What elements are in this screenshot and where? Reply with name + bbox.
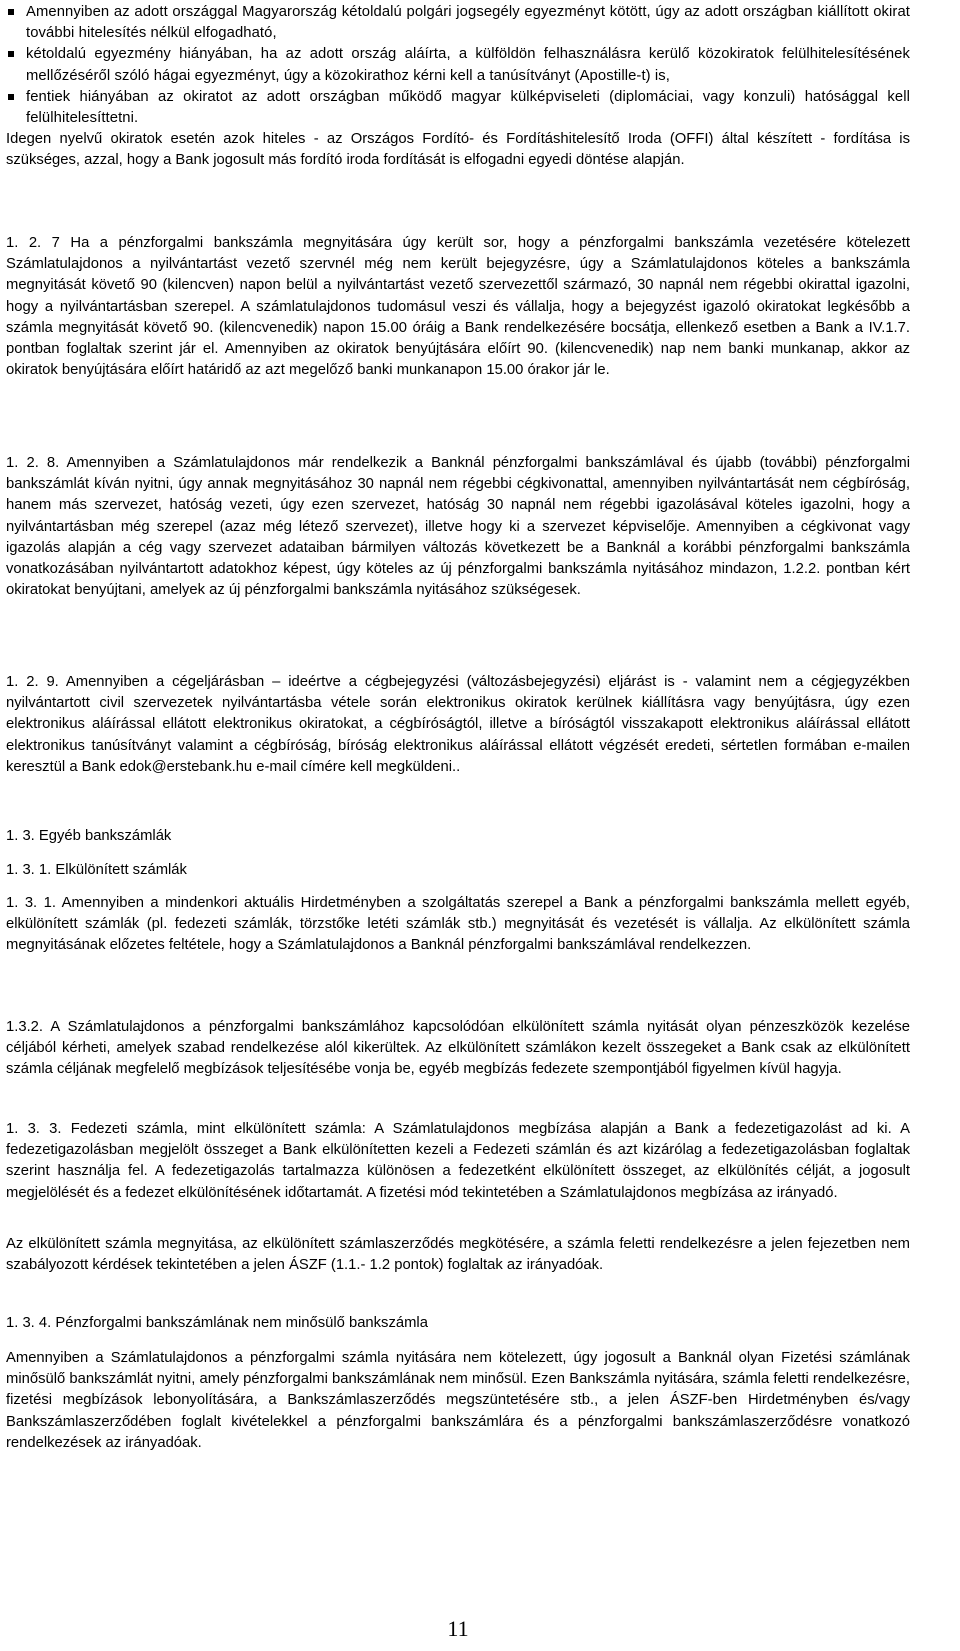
top-block <box>6 2 910 172</box>
square-bullet-icon <box>8 94 14 100</box>
list-item <box>6 44 910 86</box>
paragraph-1-2-7: 1. 2. 7 Ha a pénzforgalmi bankszámla megnyitására úgy került sor, hogy a pénzforgalmi bankszámla vezetésére kötelezett Számlatulajdonos a nyilvántartást vezető szervnél még nem került bejegyzésre, úgy a Számlatulajdonos köteles a bankszámla megnyitását követő 90 (kilencven) napon belül a nyilvántartást vezető szervezettől származó, 30 napnál nem régebbi okirattal igazolni, hogy a nyilvántartásban szerepel. A számlatulajdonos tudomásul veszi és vállalja, hogy a bejegyzést igazoló okiratokat legkésőbb a számla megnyitását követő 90. (kilencvenedik) napon 15.00 óráig a Bank rendelkezésére bocsátja, ellenkező esetben a Bank a IV.1.7. pontban foglaltak szerint jár el. Amennyiben az okiratok benyújtására előírt 90. (kilencvenedik) nap nem banki munkanap, akkor az okiratok benyújtására előírt határidő az azt megelőző banki munkanapon 15.00 órakor jár le. <box>6 235 910 379</box>
paragraph-1-3-2: 1.3.2. A Számlatulajdonos a pénzforgalmi bankszámlához kapcsolódóan elkülönített számla nyitását olyan pénzeszközök kezelése céljából kérheti, amelyek szabad rendelkezése alól kikerültek. Az elkülönített számlákon kezelt összegeket a Bank csak az elkülönített számla céljának megfelelő megbízások teljesítésébe vonja be, egyéb megbízás fedezete szempontjából figyelmen kívül hagyja. <box>6 1019 910 1078</box>
section-1-3-1 <box>6 893 910 957</box>
paragraph-1-2-9: 1. 2. 9. Amennyiben a cégeljárásban – ideértve a cégbejegyzési (változásbejegyzési) eljárást is - valamint nem a cégjegyzékben nyilvántartott civil szervezetek nyilvántartásba vétele során elektronikus okiratok kerülnek kiállításra vagy benyújtásra, úgy ezen elektronikus aláírással ellátott elektronikus okiratokat, a cégbíróságtól, illetve a bíróságtól visszakapott elektronikus aláírással ellátott elektronikus tanúsítványt valamint a cégbíróság, bíróság elektronikus aláírással ellátott végzését eredeti, sértetlen formában e-mailen keresztül a Bank edok@erstebank.hu e-mail címére kell megküldeni.. <box>6 674 910 775</box>
bullet-text: fentiek hiányában az okiratot az adott országban működő magyar külképviseleti (diplomáciai, vagy konzuli) hatósággal kell felülhitelesíttetni. <box>26 88 910 127</box>
heading-1-3-1 <box>6 860 910 881</box>
document-page <box>6 0 910 1651</box>
translation-paragraph: Idegen nyelvű okiratok esetén azok hiteles - az Országos Fordító- és Fordításhitelesítő Iroda (OFFI) által készített - fordítása is szükséges, azzal, hogy a Bank jogosult más fordító iroda fordítását is elfogadni egyedi döntése alapján. <box>6 131 910 169</box>
bullet-text: Amennyiben az adott országgal Magyarország kétoldalú polgári jogsegély egyezményt kötött, úgy az adott országban kiállított okirat további hitelesítés nélkül elfogadható, <box>26 4 910 42</box>
subsection-heading: 1. 3. 4. Pénzforgalmi bankszámlának nem minősülő bankszámla <box>6 1315 428 1331</box>
square-bullet-icon <box>8 9 14 15</box>
section-1-2-9 <box>6 672 910 778</box>
section-1-2-7 <box>6 233 910 381</box>
section-1-3-3 <box>6 1119 910 1204</box>
paragraph-1-3-3: 1. 3. 3. Fedezeti számla, mint elkülönített számla: A Számlatulajdonos megbízása alapján a Bank a fedezetigazolást ad ki. A fedezetigazolásban megjelölt összeget a Bank elkülönítetten kezeli a Fedezeti számlán és azt kizárólag a fedezetigazolásban foglaltak szerint használja fel. A fedezetigazolás tartalmazza különösen a fedezetként elkülönített összeget, az elkülönítés célját, a jogosult megjelölését és a fedezet elkülönítésének időtartamát. A fizetési mód tekintetében a Számlatulajdonos megbízása az irányadó. <box>6 1121 910 1201</box>
section-1-2-8 <box>6 453 910 601</box>
square-bullet-icon <box>8 51 14 57</box>
heading-1-3 <box>6 826 910 847</box>
section-separate-account <box>6 1234 910 1276</box>
list-item <box>6 2 910 44</box>
paragraph-separate-account: Az elkülönített számla megnyitása, az elkülönített számlaszerződés megkötésére, a számla feletti rendelkezésre a jelen fejezetben nem szabályozott kérdések tekintetében a jelen ÁSZF (1.1.- 1.2 pontok) foglaltak az irányadóak. <box>6 1236 910 1274</box>
list-item <box>6 87 910 129</box>
section-1-3-4 <box>6 1348 910 1454</box>
section-heading: 1. 3. Egyéb bankszámlák <box>6 828 172 844</box>
bullet-text: kétoldalú egyezmény hiányában, ha az adott ország aláírta, a külföldön felhasználásra kerülő közokiratok felülhitelesítésének mellőzéséről szóló hágai egyezményt, úgy a közokirathoz kérni kell a tanúsítványt (Apostille-t) is, <box>26 46 910 84</box>
subsection-heading: 1. 3. 1. Elkülönített számlák <box>6 862 187 878</box>
heading-1-3-4 <box>6 1313 910 1334</box>
paragraph-1-3-1: 1. 3. 1. Amennyiben a mindenkori aktuális Hirdetményben a szolgáltatás szerepel a Bank a pénzforgalmi bankszámla mellett egyéb, elkülönített számlák (pl. fedezeti számlák, törzstőke letéti számlák stb.) megnyitását és vezetését is vállalja. Az elkülönített számla megnyitásának előzetes feltétele, hogy a Számlatulajdonos a Banknál pénzforgalmi bankszámlával rendelkezzen. <box>6 895 910 954</box>
paragraph-1-3-4: Amennyiben a Számlatulajdonos a pénzforgalmi számla nyitására nem kötelezett, úgy jogosult a Banknál olyan Fizetési számlának minősülő bankszámlát nyitni, amely pénzforgalmi bankszámlának nem minősül. Ezen Bankszámla nyitására, számla feletti rendelkezésre, fizetési megbízások lebonyolítására, a Bankszámlaszerződés megszüntetésére stb., a jelen ÁSZF-ben Hirdetményben és/vagy Bankszámlaszerződében foglalt kivételekkel a pénzforgalmi bankszámlára és a pénzforgalmi bankszámlaszerződésre vonatkozó rendelkezések az irányadóak. <box>6 1350 910 1451</box>
page-number: 11 <box>447 1616 469 1641</box>
section-1-3-2 <box>6 1017 910 1081</box>
bullet-list <box>6 2 910 129</box>
paragraph-1-2-8: 1. 2. 8. Amennyiben a Számlatulajdonos már rendelkezik a Banknál pénzforgalmi bankszámlával és újabb (további) pénzforgalmi bankszámlát kíván nyitni, úgy annak megnyitásához 30 napnál nem régebbi cégkivonattal, amennyiben nyilvántartását nem cégbíróság, hanem más szervezet, hatóság vezeti, úgy ezen szervezet, hatóság 30 napnál nem régebbi igazolásával köteles igazolni, hogy a nyilvántartásban még szerepel (azaz még létező szervezet), illetve hogy ki a szervezet képviselője. Amennyiben a cégkivonat vagy igazolás alapján a cég vagy szervezet adataiban bármilyen változás következett be a Banknál a korábbi pénzforgalmi bankszámla vonatkozásában nyilvántartott adatokhoz képest, úgy köteles az új pénzforgalmi bankszámla nyitásához mindazon, 1.2.2. pontban kért okiratokat benyújtani, amelyek az új pénzforgalmi bankszámla nyitásához szükségesek. <box>6 455 910 599</box>
